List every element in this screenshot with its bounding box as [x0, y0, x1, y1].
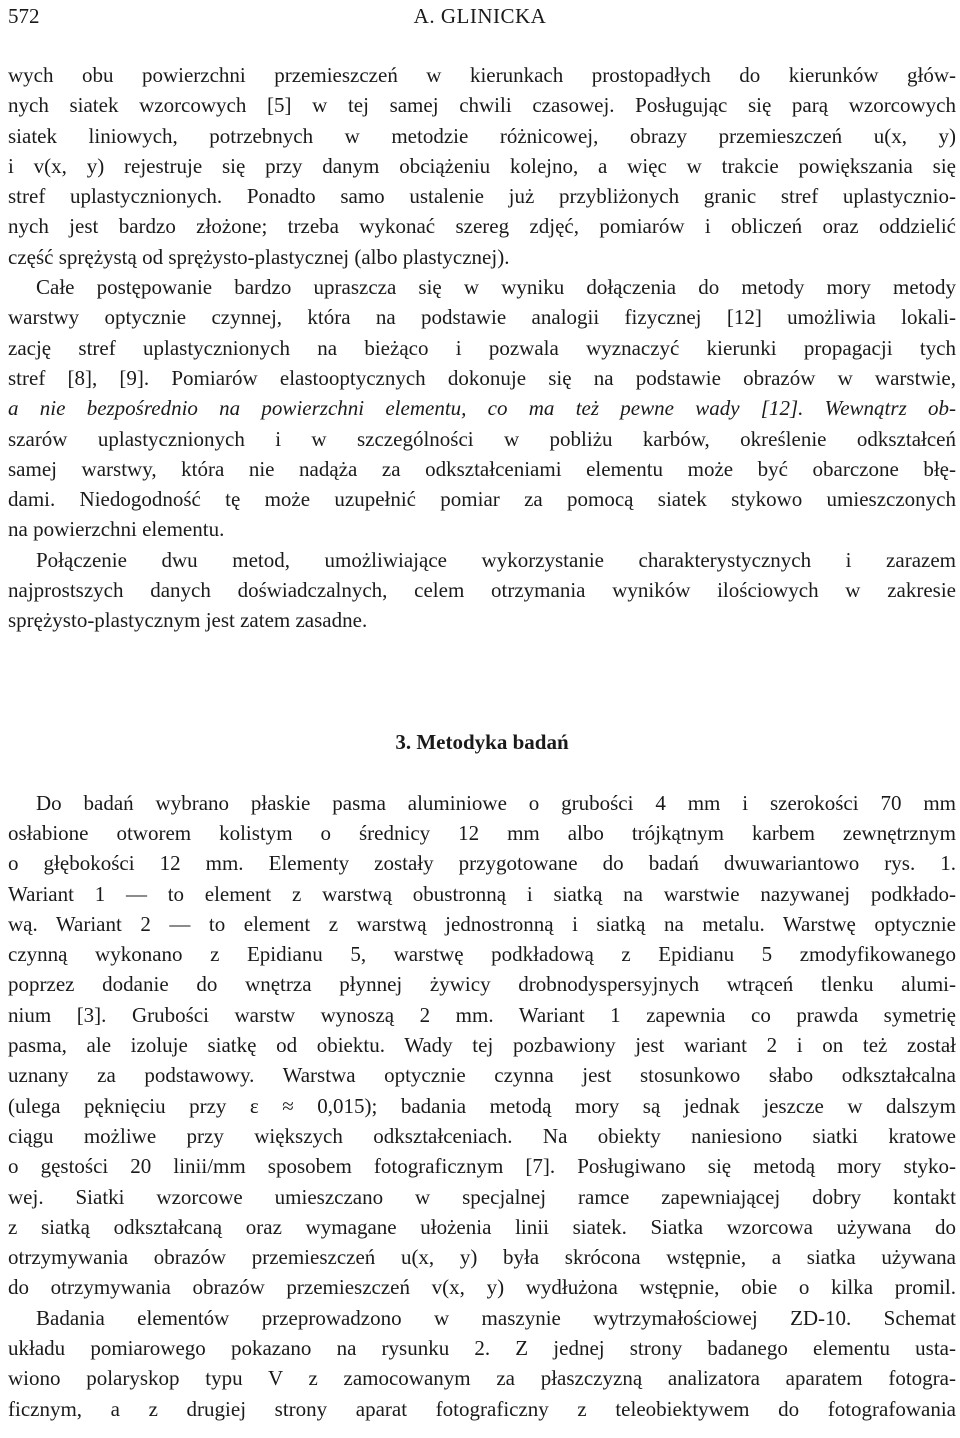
text-line: na powierzchni elementu. [8, 517, 225, 542]
text-line: wej. Siatki wzorcowe umieszczano w specjalnej ramce zapewniającej dobry kontakt [8, 1184, 956, 1209]
page-number: 572 [8, 4, 40, 28]
text-line: nych jest bardzo złożone; trzeba wykonać szereg zdjęć, pomiarów i obliczeń oraz oddzielić [8, 214, 956, 239]
text-line: i v(x, y) rejestruje się przy danym obciążeniu kolejno, a więc w trakcie powiększania się [8, 153, 956, 178]
text-line: otrzymywania obrazów przemieszczeń u(x, y) była skrócona wstępnie, a siatka używana [8, 1245, 956, 1270]
text-line: zację stref uplastycznionych na bieżąco i pozwala wyznaczyć kierunki propagacji tych [8, 335, 956, 360]
text-line: Do badań wybrano płaskie pasma aluminiowe o grubości 4 mm i szerokości 70 mm [36, 790, 956, 815]
section-spacer [8, 761, 956, 788]
text-line: a nie bezpośrednio na powierzchni elementu, co ma też pewne wady [12]. Wewnątrz ob- [8, 396, 956, 421]
text-line: o głębokości 12 mm. Elementy zostały przygotowane do badań dwuwariantowo rys. 1. [8, 851, 956, 876]
section-spacer [8, 636, 956, 723]
text-line: wiono polaryskop typu V z zamocowanym za płaszczyzną analizatora aparatem fotogra- [8, 1366, 956, 1391]
text-line: uznany za podstawowy. Warstwa optycznie czynna jest stosunkowo słabo odkształcalna [8, 1063, 956, 1088]
text-line: warstwy optycznie czynnej, która na podstawie analogii fizycznej [12] umożliwia lokali- [8, 305, 956, 330]
text-line: Całe postępowanie bardzo upraszcza się w wyniku dołączenia do metody mory metody [36, 275, 956, 300]
section-heading: 3. Metodyka badań [395, 729, 569, 754]
text-line: (ulega pęknięciu przy ε ≈ 0,015); badania metodą mory są jednak jeszcze w dalszym [8, 1093, 956, 1118]
text-line: do otrzymywania obrazów przemieszczeń v(x, y) wydłużona wstępnie, obie o kilka promil. [8, 1275, 956, 1300]
text-line: wą. Wariant 2 — to element z warstwą jednostronną i siatką na metalu. Warstwę optycznie [8, 911, 956, 936]
text-line: szarów uplastycznionych i w szczególności w pobliżu karbów, określenie odkształceń [8, 426, 956, 451]
page-header [0, 0, 960, 30]
text-line: wych obu powierzchni przemieszczeń w kierunkach prostopadłych do kierunków głów- [8, 63, 956, 87]
text-line: z siatką odkształcaną oraz wymagane ułożenia linii siatek. Siatka wzorcowa używana do [8, 1214, 956, 1239]
text-line: Badania elementów przeprowadzono w maszynie wytrzymałościowej ZD-10. Schemat [36, 1305, 956, 1330]
text-line: nych siatek wzorcowych [5] w tej samej chwili czasowej. Posługując się parą wzorcowych [8, 93, 956, 118]
text-line: Wariant 1 — to element z warstwą obustronną i siatką na warstwie nazywanej podkłado- [8, 881, 956, 906]
text-line: o gęstości 20 linii/mm sposobem fotograficznym [7]. Posługiwano się metodą mory styko- [8, 1154, 956, 1179]
text-line: poprzez dodanie do wnętrza płynnej żywicy drobnodyspersyjnych wtrąceń tlenku alumi- [8, 972, 956, 997]
text-line: czynną wykonano z Epidianu 5, warstwę podkładową z Epidianu 5 zmodyfikowanego [8, 942, 956, 967]
text-line: nium [3]. Grubości warstw wynoszą 2 mm. Wariant 1 zapewnia co prawda symetrię [8, 1002, 956, 1027]
text-line: stref [8], [9]. Pomiarów elastooptycznych dokonuje się na podstawie obrazów w warstwie, [8, 365, 956, 390]
text-line: ficznym, a z drugiej strony aparat fotograficzny z teleobiektywem do fotografowania [8, 1396, 956, 1421]
text-line: Połączenie dwu metod, umożliwiające wykorzystanie charakterystycznych i zarazem [36, 547, 956, 572]
text-line: sprężysto-plastycznym jest zatem zasadne. [8, 608, 368, 633]
text-line: stref uplastycznionych. Ponadto samo ustalenie już przybliżonych granic stref uplastycznio- [8, 184, 956, 209]
text-line: dami. Niedogodność tę może uzupełnić pomiar za pomocą siatek stykowo umieszczonych [8, 487, 956, 512]
running-head: A. GLINICKA [413, 4, 547, 28]
text-line: ciągu możliwe przy większych odkształceniach. Na obiekty naniesiono siatki kratowe [8, 1123, 956, 1148]
text-line: siatek liniowych, potrzebnych w metodzie różnicowej, obrazy przemieszczeń u(x, y) [8, 123, 956, 148]
text-line: pasma, ale izoluje siatkę od obiektu. Wady tej pozbawiony jest wariant 2 i on też został [8, 1033, 956, 1058]
article-body [8, 60, 956, 1424]
text-line: najprostszych danych doświadczalnych, celem otrzymania wyników ilościowych w zakresie [8, 578, 956, 603]
text-line: układu pomiarowego pokazano na rysunku 2. Z jednej strony badanego elementu usta- [8, 1335, 956, 1360]
text-line: osłabione otworem kolistym o średnicy 12 mm albo trójkątnym karbem zewnętrznym [8, 820, 956, 845]
text-line: część sprężystą od sprężysto-plastycznej (albo plastycznej). [8, 244, 510, 269]
text-line: samej warstwy, która nie nadąża za odkształceniami elementu może być obarczone błę- [8, 456, 956, 481]
